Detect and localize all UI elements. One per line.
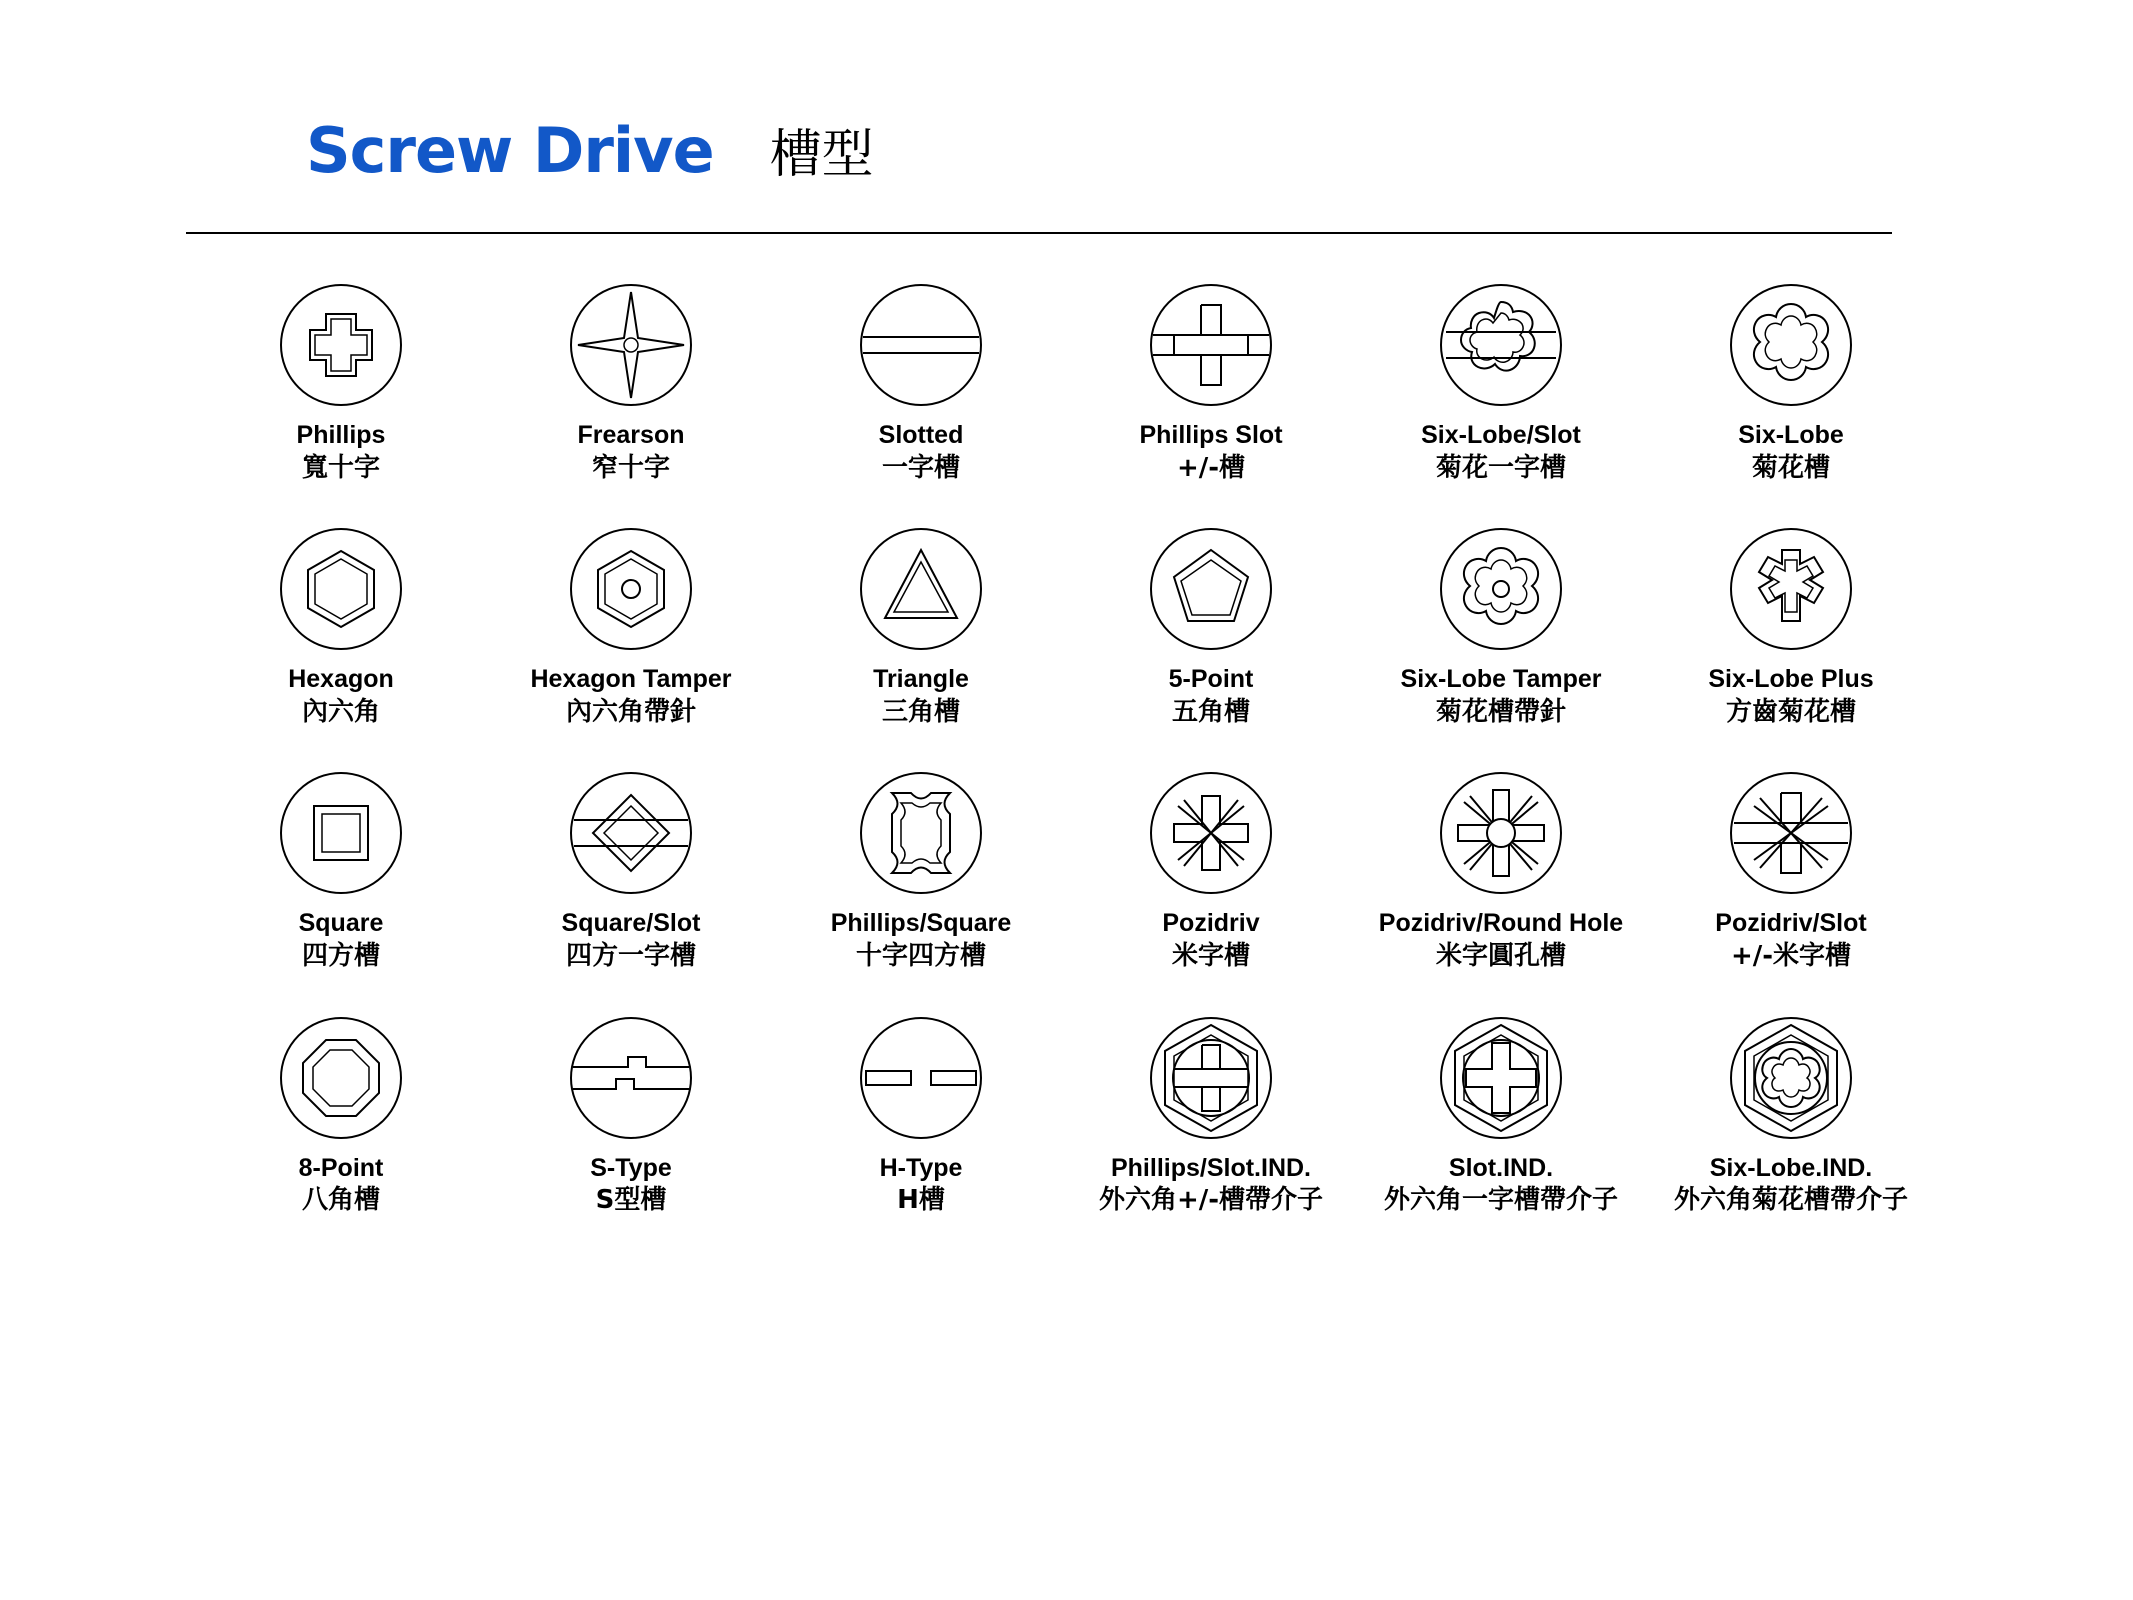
- hexagon-tamper-drive-icon: [566, 514, 696, 664]
- drive-label-en: Six-Lobe Tamper: [1400, 665, 1602, 694]
- drive-label-en: Hexagon: [288, 665, 394, 694]
- drive-labels: [1099, 1153, 1323, 1217]
- drive-labels: [299, 1153, 384, 1217]
- drive-cell-h-type: [776, 1003, 1066, 1217]
- drive-label-en: Six-Lobe.IND.: [1709, 1153, 1873, 1182]
- drive-label-en: Slotted: [878, 421, 964, 449]
- drive-labels: [1708, 664, 1873, 728]
- drive-label-zh: 內六角帶針: [565, 696, 696, 727]
- drive-label-zh: 內六角: [301, 696, 380, 727]
- pozidriv-slot-drive-icon: [1726, 758, 1856, 908]
- drive-cell-phillips-square: [776, 758, 1066, 972]
- drive-labels: [297, 420, 386, 484]
- drive-label-en: Phillips: [296, 421, 386, 449]
- drive-label-zh: 外六角+/-槽帶介子: [1098, 1185, 1324, 1216]
- slotted-drive-icon: [856, 270, 986, 420]
- drive-label-zh: 米字圓孔槽: [1435, 940, 1566, 971]
- six-lobe-ind-drive-icon: [1726, 1003, 1856, 1153]
- drive-labels: [1379, 908, 1623, 972]
- grid-row-2: [196, 514, 1936, 728]
- drive-cell-8-point: [196, 1003, 486, 1217]
- drive-label-en: Square: [298, 909, 384, 938]
- drive-label-zh: 外六角一字槽帶介子: [1383, 1185, 1618, 1216]
- drive-cell-six-lobe: [1646, 270, 1936, 484]
- drive-labels: [1169, 664, 1254, 728]
- drive-cell-pozidriv: [1066, 758, 1356, 972]
- drive-cell-slot-ind: [1356, 1003, 1646, 1217]
- drive-label-zh: S型槽: [595, 1185, 667, 1216]
- square-slot-drive-icon: [566, 758, 696, 908]
- drive-label-en: Six-Lobe Plus: [1708, 665, 1874, 694]
- drive-cell-hexagon: [196, 514, 486, 728]
- s-type-drive-icon: [566, 1003, 696, 1153]
- header-divider: [186, 232, 1892, 234]
- drive-labels: [562, 908, 701, 972]
- drive-labels: [1401, 664, 1602, 728]
- title-row: [186, 114, 1946, 187]
- drive-labels: [590, 1153, 672, 1217]
- drive-label-en: Slot.IND.: [1448, 1153, 1554, 1182]
- drive-cell-frearson: [486, 270, 776, 484]
- drive-labels: [299, 908, 384, 972]
- drive-labels: [578, 420, 685, 484]
- drive-labels: [288, 664, 394, 728]
- page-title-en: Screw Drive: [306, 114, 714, 187]
- square-drive-icon: [276, 758, 406, 908]
- phillips-square-drive-icon: [856, 758, 986, 908]
- drive-cell-phillips-slot-ind: [1066, 1003, 1356, 1217]
- six-lobe-slot-drive-icon: [1436, 270, 1566, 420]
- drive-cell-six-lobe-tamper: [1356, 514, 1646, 728]
- drive-labels: [531, 664, 732, 728]
- six-lobe-plus-drive-icon: [1726, 514, 1856, 664]
- pozidriv-drive-icon: [1146, 758, 1276, 908]
- drive-label-en: Hexagon Tamper: [530, 665, 732, 694]
- grid-row-3: [196, 758, 1936, 972]
- drive-label-en: Phillips Slot: [1139, 421, 1283, 449]
- drive-cell-pozidriv-slot: [1646, 758, 1936, 972]
- drive-label-zh: 外六角菊花槽帶介子: [1673, 1185, 1908, 1216]
- drive-label-en: S-Type: [590, 1153, 672, 1182]
- grid-row-4: [196, 1003, 1936, 1217]
- drive-cell-hexagon-tamper: [486, 514, 776, 728]
- drive-cell-phillips-slot: [1066, 270, 1356, 484]
- drive-labels: [831, 908, 1012, 972]
- drive-cell-square: [196, 758, 486, 972]
- drive-label-en: Six-Lobe/Slot: [1421, 421, 1581, 449]
- drive-label-en: Phillips/Slot.IND.: [1110, 1153, 1311, 1182]
- drive-label-zh: 八角槽: [301, 1185, 380, 1216]
- phillips-slot-ind-drive-icon: [1146, 1003, 1276, 1153]
- drive-cell-pozidriv-round-hole: [1356, 758, 1646, 972]
- drive-label-en: 8-Point: [298, 1153, 384, 1182]
- drive-labels: [1421, 420, 1581, 484]
- drive-label-zh: 米字槽: [1171, 940, 1250, 971]
- drive-label-en: Pozidriv: [1162, 909, 1260, 938]
- drive-cell-six-lobe-ind: [1646, 1003, 1936, 1217]
- drive-cell-triangle: [776, 514, 1066, 728]
- frearson-drive-icon: [566, 270, 696, 420]
- icon-grid: [196, 270, 1936, 1217]
- five-point-drive-icon: [1146, 514, 1276, 664]
- pozidriv-round-hole-drive-icon: [1436, 758, 1566, 908]
- drive-label-zh: 三角槽: [881, 696, 960, 727]
- drive-labels: [1384, 1153, 1618, 1217]
- drive-label-zh: 菊花槽帶針: [1435, 696, 1566, 727]
- drive-label-zh: +/-槽: [1176, 452, 1246, 483]
- drive-labels: [1715, 908, 1866, 972]
- drive-label-zh: 十字四方槽: [855, 940, 986, 971]
- six-lobe-tamper-drive-icon: [1436, 514, 1566, 664]
- drive-label-zh: 菊花槽: [1751, 452, 1830, 483]
- eight-point-drive-icon: [276, 1003, 406, 1153]
- phillips-drive-icon: [276, 270, 406, 420]
- drive-label-en: Six-Lobe: [1738, 421, 1844, 449]
- drive-labels: [880, 1153, 963, 1217]
- drive-label-zh: 五角槽: [1171, 696, 1250, 727]
- drive-cell-square-slot: [486, 758, 776, 972]
- drive-cell-six-lobe-slot: [1356, 270, 1646, 484]
- drive-label-en: Pozidriv/Round Hole: [1378, 909, 1624, 938]
- drive-label-en: Triangle: [873, 665, 969, 694]
- h-type-drive-icon: [856, 1003, 986, 1153]
- drive-labels: [1738, 420, 1844, 484]
- grid-row-1: [196, 270, 1936, 484]
- page-header: [186, 114, 1946, 250]
- drive-cell-phillips: [196, 270, 486, 484]
- drive-label-zh: 窄十字: [591, 452, 670, 483]
- hexagon-drive-icon: [276, 514, 406, 664]
- page-title-zh: 槽型: [769, 125, 874, 185]
- drive-label-zh: 四方槽: [301, 940, 380, 971]
- drive-label-zh: 方齒菊花槽: [1725, 696, 1856, 727]
- drive-label-zh: H槽: [897, 1185, 945, 1216]
- drive-label-en: Frearson: [577, 421, 685, 449]
- six-lobe-drive-icon: [1726, 270, 1856, 420]
- triangle-drive-icon: [856, 514, 986, 664]
- drive-cell-six-lobe-plus: [1646, 514, 1936, 728]
- drive-label-zh: 一字槽: [881, 452, 960, 483]
- drive-label-en: Pozidriv/Slot: [1715, 909, 1867, 938]
- drive-label-zh: 寬十字: [301, 452, 380, 483]
- drive-labels: [1139, 420, 1282, 484]
- drive-label-en: H-Type: [879, 1153, 963, 1182]
- drive-cell-5-point: [1066, 514, 1356, 728]
- drive-labels: [1162, 908, 1259, 972]
- drive-cell-s-type: [486, 1003, 776, 1217]
- drive-labels: [873, 664, 969, 728]
- drive-label-en: Square/Slot: [561, 909, 701, 938]
- drive-labels: [1674, 1153, 1908, 1217]
- slot-ind-drive-icon: [1436, 1003, 1566, 1153]
- drive-label-en: Phillips/Square: [830, 909, 1012, 938]
- drive-cell-slotted: [776, 270, 1066, 484]
- drive-labels: [879, 420, 964, 484]
- drive-label-zh: +/-米字槽: [1730, 940, 1852, 971]
- drive-label-en: 5-Point: [1168, 665, 1254, 694]
- phillips-slot-drive-icon: [1146, 270, 1276, 420]
- drive-label-zh: 四方一字槽: [565, 940, 696, 971]
- drive-label-zh: 菊花一字槽: [1435, 452, 1566, 483]
